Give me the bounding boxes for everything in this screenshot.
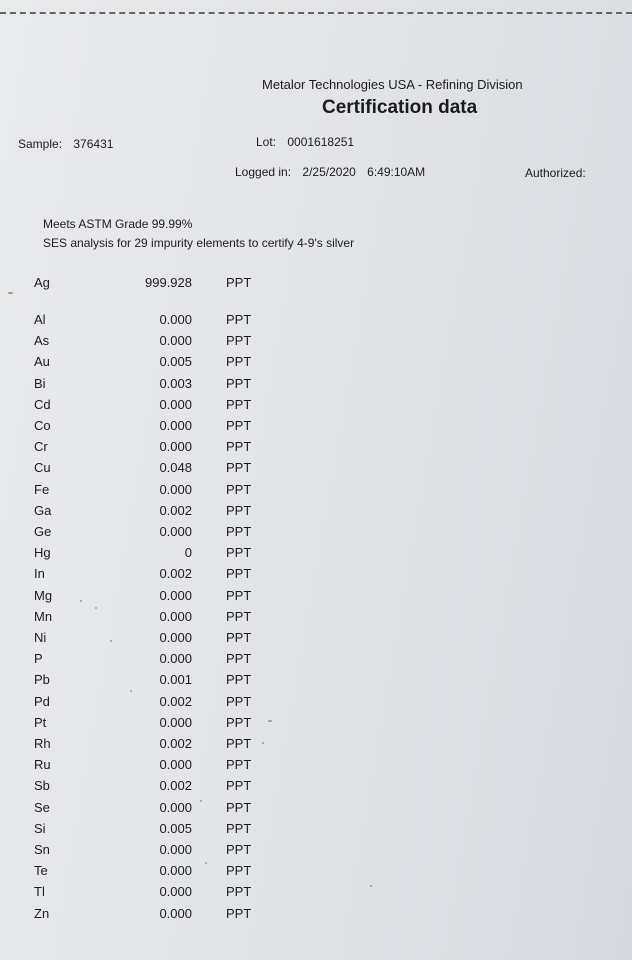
sample-value: 376431 [73, 137, 114, 151]
element-unit: PPT [226, 693, 252, 709]
torn-edge-line [0, 12, 632, 14]
analysis-note: SES analysis for 29 impurity elements to certify 4-9's silver [43, 236, 355, 250]
impurity-row [0, 651, 632, 669]
paper-speck [200, 800, 202, 802]
impurity-row [0, 757, 632, 775]
paper-speck [205, 862, 207, 864]
company-name: Metalor Technologies USA - Refining Division [262, 77, 523, 92]
sample-info [18, 137, 113, 151]
impurity-row [0, 588, 632, 606]
element-unit: PPT [226, 651, 252, 667]
element-value: 0.002 [159, 566, 192, 582]
grade-note: Meets ASTM Grade 99.99% [43, 217, 193, 231]
element-value: 0.002 [159, 502, 192, 518]
element-symbol: Ru [34, 757, 51, 773]
element-value: 0.001 [159, 672, 192, 688]
paper-speck [262, 742, 264, 744]
impurity-row [0, 906, 632, 924]
element-value: 0.000 [159, 651, 192, 667]
element-symbol: Te [34, 863, 48, 879]
element-unit: PPT [226, 375, 252, 391]
element-unit: PPT [226, 714, 252, 730]
element-symbol: Pd [34, 693, 50, 709]
impurity-row [0, 566, 632, 584]
element-symbol: As [34, 333, 50, 349]
element-unit: PPT [226, 630, 252, 645]
element-unit: PPT [226, 672, 252, 688]
impurity-row [0, 715, 632, 733]
element-symbol: Au [34, 354, 50, 370]
element-symbol: Co [34, 418, 51, 433]
impurity-row [0, 630, 632, 648]
element-symbol: Ag [34, 275, 50, 290]
element-unit: PPT [226, 566, 252, 582]
sample-label: Sample: [18, 137, 63, 151]
element-value: 0.000 [159, 608, 192, 624]
element-symbol: Cd [34, 396, 51, 412]
element-unit: PPT [226, 863, 252, 879]
element-unit: PPT [226, 439, 252, 455]
element-value: 0.048 [159, 460, 192, 476]
element-symbol: Mg [34, 587, 53, 603]
element-unit: PPT [226, 820, 252, 836]
element-unit: PPT [226, 481, 252, 497]
element-value: 0.000 [159, 757, 192, 773]
logged-time: 6:49:10AM [367, 165, 426, 179]
element-unit: PPT [226, 736, 252, 751]
element-unit: PPT [226, 418, 252, 433]
element-unit: PPT [226, 545, 252, 561]
element-symbol: Ni [34, 630, 47, 645]
lot-label: Lot: [256, 135, 277, 149]
paper-speck [370, 885, 372, 887]
impurity-row [0, 884, 632, 902]
element-symbol: Tl [34, 884, 45, 900]
element-value: 0.000 [159, 312, 192, 327]
impurity-row [0, 439, 632, 457]
element-value: 0.000 [159, 587, 192, 603]
impurity-row [0, 312, 632, 330]
impurity-row [0, 694, 632, 712]
element-value: 0.000 [159, 439, 192, 455]
element-symbol: P [34, 651, 43, 667]
element-unit: PPT [226, 757, 252, 773]
element-unit: PPT [226, 312, 252, 327]
element-symbol: Pb [34, 672, 50, 688]
element-symbol: Ge [34, 524, 52, 539]
authorized-label: Authorized: [525, 166, 586, 180]
logged-info [235, 165, 425, 179]
impurity-row [0, 821, 632, 839]
paper-speck [268, 720, 272, 722]
element-value: 0.000 [159, 884, 192, 900]
impurity-row [0, 778, 632, 796]
element-unit: PPT [226, 905, 252, 921]
lot-value: 0001618251 [287, 135, 355, 149]
element-symbol: Mn [34, 608, 53, 624]
impurity-row [0, 482, 632, 500]
impurity-row [0, 354, 632, 372]
element-unit: PPT [226, 842, 252, 857]
element-value: 0.000 [159, 333, 192, 349]
element-value: 0.000 [159, 842, 192, 857]
element-value: 0.000 [159, 396, 192, 412]
element-value: 0.000 [159, 799, 192, 815]
element-value: 0.000 [159, 481, 192, 497]
element-symbol: Si [34, 820, 46, 836]
element-symbol: Cu [34, 460, 51, 476]
element-value: 0.000 [159, 524, 192, 539]
paper-speck [8, 292, 13, 294]
element-unit: PPT [226, 502, 252, 518]
element-unit: PPT [226, 333, 252, 349]
element-symbol: Al [34, 312, 46, 327]
element-symbol: Rh [34, 736, 51, 751]
impurity-row [0, 609, 632, 627]
element-unit: PPT [226, 354, 252, 370]
element-symbol: Hg [34, 545, 51, 561]
document-title: Certification data [322, 97, 478, 118]
element-value: 0.002 [159, 778, 192, 794]
impurity-row [0, 418, 632, 436]
impurity-row [0, 460, 632, 478]
paper-speck [130, 690, 132, 692]
impurity-row [0, 800, 632, 818]
element-symbol: Pt [34, 714, 47, 730]
element-symbol: Fe [34, 481, 50, 497]
element-value: 0.000 [159, 714, 192, 730]
element-unit: PPT [226, 587, 252, 603]
element-value: 0.000 [159, 863, 192, 879]
element-symbol: Zn [34, 905, 50, 921]
element-unit: PPT [226, 460, 252, 476]
element-value: 0.002 [159, 736, 192, 751]
impurity-row [0, 736, 632, 754]
element-unit: PPT [226, 396, 252, 412]
element-symbol: Ga [34, 502, 52, 518]
element-value: 0.005 [159, 820, 192, 836]
element-symbol: Bi [34, 375, 46, 391]
element-unit: PPT [226, 799, 252, 815]
element-symbol: Sb [34, 778, 50, 794]
element-symbol: Sn [34, 842, 50, 857]
primary-element-row [0, 275, 632, 293]
element-symbol: In [34, 566, 45, 582]
element-unit: PPT [226, 884, 252, 900]
paper-speck [110, 640, 112, 642]
paper-speck [95, 607, 97, 609]
element-value: 999.928 [145, 275, 192, 290]
element-value: 0.000 [159, 905, 192, 921]
element-symbol: Cr [34, 439, 48, 455]
impurity-row [0, 524, 632, 542]
element-value: 0.000 [159, 418, 192, 433]
impurity-row [0, 842, 632, 860]
element-unit: PPT [226, 275, 252, 290]
lot-info [256, 135, 354, 149]
element-value: 0 [184, 545, 192, 561]
impurity-row [0, 376, 632, 394]
element-value: 0.003 [159, 375, 192, 391]
impurity-row [0, 503, 632, 521]
paper-speck [80, 600, 82, 602]
element-value: 0.005 [159, 354, 192, 370]
element-unit: PPT [226, 778, 252, 794]
element-value: 0.000 [159, 630, 192, 645]
impurity-row [0, 863, 632, 881]
impurity-row [0, 672, 632, 690]
element-symbol: Se [34, 799, 50, 815]
element-unit: PPT [226, 524, 252, 539]
element-unit: PPT [226, 608, 252, 624]
impurity-row [0, 545, 632, 563]
logged-label: Logged in: [235, 165, 292, 179]
impurity-row [0, 397, 632, 415]
logged-date: 2/25/2020 [302, 165, 356, 179]
element-value: 0.002 [159, 693, 192, 709]
impurity-row [0, 333, 632, 351]
